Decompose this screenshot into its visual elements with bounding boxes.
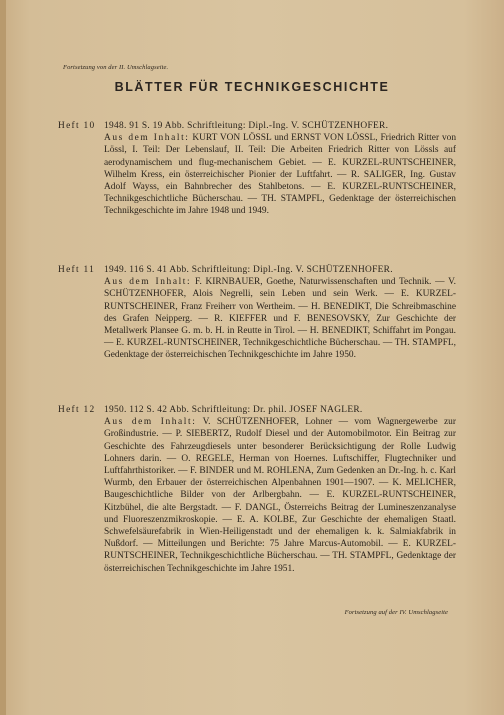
issue-body xyxy=(104,404,456,575)
contents-text: V. SCHÜTZENHOFER, Lohner — vom Wagnergewerbe zur Großindustrie. — P. SIEBERTZ, Rudolf Diesel und der Automobilmotor. Ein Beitrag zur Geschichte des Fahrzeugdiesels unter besonderer Berücksichtigung der Rolle Ludwig Lohners darin. — O. REGELE, Herman von Hoernes. Luftschiffer, Flugtechniker und Luftfahrthistoriker. — F. BINDER und M. ROHLENA, Zum Gedenken an Dr.-Ing. h. c. Karl Wurmb, den Erbauer der österreichischen Alpenbahnen 1901—1907. — K. MELICHER, Baugeschichtliche Bilder von der Arlbergbahn. — E. KURZEL-RUNTSCHEINER, Kitzbühel, die alte Bergstadt. — F. DANGL, Österreichs Beitrag der Lumineszenzanalyse und Fluoreszenzmikroskopie. — E. A. KOLBE, Zur Geschichte der ehemaligen Staatl. Schwefelsäurefabrik in Wien-Heiligenstadt und der ehemaligen k. k. Salmiakfabrik in Nußdorf. — Mitteilungen und Berichte: 75 Jahre Marcus-Automobil. — E. KURZEL-RUNTSCHEINER, Technikgeschichtliche Bücherschau. — TH. STAMPFL, Gedenktage der österreichischen Technikgeschichte im Jahre 1951. xyxy=(104,417,456,574)
contents-text: F. KIRNBAUER, Goethe, Naturwissenschaften und Technik. — V. SCHÜTZENHOFER, Alois Negrelli, sein Leben und sein Werk. — E. KURZEL-RUNTSCHEINER, Franz Freiherr von Wertheim. — H. BENEDIKT, Die Schreibmaschine des Grafen Neipperg. — R. KIEFFER und F. BENESOVSKY, Zur Geschichte der Metallwerk Plansee G. m. b. H. in Reutte in Tirol. — H. BENEDIKT, Schiffahrt im Pongau. — E. KURZEL-RUNTSCHEINER, Technikgeschichtliche Bücherschau. — TH. STAMPFL, Gedenktage der österreichischen Technikgeschichte im Jahre 1950. xyxy=(104,277,456,361)
issue-contents xyxy=(104,276,456,361)
contents-intro: Aus dem Inhalt: xyxy=(104,277,192,288)
issue-body xyxy=(104,120,456,218)
contents-intro: Aus dem Inhalt: xyxy=(104,133,190,144)
issue-body xyxy=(104,264,456,362)
continuation-note-top: Fortsetzung von der II. Umschlagseite. xyxy=(63,64,169,71)
contents-intro: Aus dem Inhalt: xyxy=(104,417,197,428)
issue-entry xyxy=(58,120,456,218)
contents-text: KURT VON LÖSSL und ERNST VON LÖSSL, Friedrich Ritter von Lössl, I. Teil: Der Lebenslauf, II. Teil: Die Arbeiten Friedrich Ritter von Lössls auf aerodynamischem und flug-mechanischem Gebiet. — E. KURZEL-RUNTSCHEINER, Wilhelm Kress, ein österreichischer Pionier der Luftfahrt. — R. SALIGER, Ing. Gustav Adolf Wayss, ein Bahnbrecher des Stahlbetons. — E. KURZEL-RUNTSCHEINER, Technikgeschichtliche Bücherschau. — TH. STAMPFL, Gedenktage der österreichischen Technikgeschichte im Jahre 1948 und 1949. xyxy=(104,133,457,217)
issue-label: Heft 12 xyxy=(58,405,96,415)
issue-label: Heft 10 xyxy=(58,121,96,131)
issue-entry xyxy=(58,404,456,575)
page-edge xyxy=(0,0,6,715)
issue-contents xyxy=(104,416,456,575)
continuation-note-bottom: Fortsetzung auf der IV. Umschlagseite xyxy=(344,609,448,616)
issue-entry xyxy=(58,264,456,362)
issue-label: Heft 11 xyxy=(58,265,96,275)
issue-heading: 1948. 91 S. 19 Abb. Schriftleitung: Dipl.-Ing. V. SCHÜTZENHOFER. xyxy=(104,121,389,131)
issue-heading: 1949. 116 S. 41 Abb. Schriftleitung: Dipl.-Ing. V. SCHÜTZENHOFER. xyxy=(104,265,393,275)
issue-heading: 1950. 112 S. 42 Abb. Schriftleitung: Dr. phil. JOSEF NAGLER. xyxy=(104,405,363,415)
page-title: BLÄTTER FÜR TECHNIKGESCHICHTE xyxy=(114,80,390,94)
issue-contents xyxy=(104,132,456,217)
